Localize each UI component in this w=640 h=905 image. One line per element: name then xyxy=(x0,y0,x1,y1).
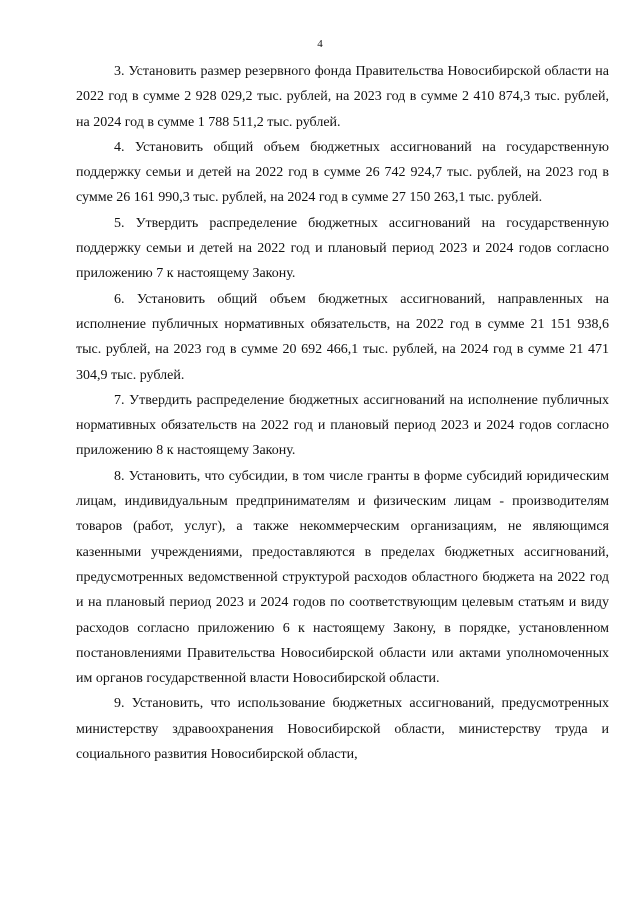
paragraph-5: 5. Утвердить распределение бюджетных ассигнований на государственную поддержку семьи и детей на 2022 год и плановый период 2023 и 2024 годов согласно приложению 7 к настоящему Закону. xyxy=(76,215,609,282)
paragraph-7: 7. Утвердить распределение бюджетных ассигнований на исполнение публичных нормативных обязательств на 2022 год и плановый период 2023 и 2024 годов согласно приложению 8 к настоящему Закону. xyxy=(76,392,609,459)
paragraph-9: 9. Установить, что использование бюджетных ассигнований, предусмотренных министерству здравоохранения Новосибирской области, министерству труда и социального развития Новосибирской области, xyxy=(76,696,609,763)
paragraph-3: 3. Установить размер резервного фонда Правительства Новосибирской области на 2022 год в сумме 2 928 029,2 тыс. рублей, на 2023 год в сумме 2 410 874,3 тыс. рублей, на 2024 год в сумме 1 788 511,2 тыс. рублей. xyxy=(76,64,609,130)
paragraph-6: 6. Установить общий объем бюджетных ассигнований, направленных на исполнение публичных нормативных обязательств, на 2022 год в сумме 21 151 938,6 тыс. рублей, на 2023 год в сумме 20 692 466,1 тыс. рублей, на 2024 год в сумме 21 471 304,9 тыс. рублей. xyxy=(76,291,609,383)
paragraph-8: 8. Установить, что субсидии, в том числе гранты в форме субсидий юридическим лицам, индивидуальным предпринимателям и физическим лицам - производителям товаров (работ, услуг), а также некоммерческим организациям, не являющимся казенными учреждениями, предоставляются в пределах бюджетных ассигнований, предусмотренных ведомственной структурой расходов областного бюджета на 2022 год и на плановый период 2023 и 2024 годов по соответствующим целевым статьям и виду расходов согласно приложению 6 к настоящему Закону, в порядке, установленном постановлениями Правительства Новосибирской области или актами уполномоченных им органов государственной власти Новосибирской области. xyxy=(76,468,609,687)
document-body xyxy=(76,59,609,767)
page-number: 4 xyxy=(317,38,323,50)
paragraph-4: 4. Установить общий объем бюджетных ассигнований на государственную поддержку семьи и детей на 2022 год в сумме 26 742 924,7 тыс. рублей, на 2023 год в сумме 26 161 990,3 тыс. рублей, на 2024 год в сумме 27 150 263,1 тыс. рублей. xyxy=(76,139,609,206)
